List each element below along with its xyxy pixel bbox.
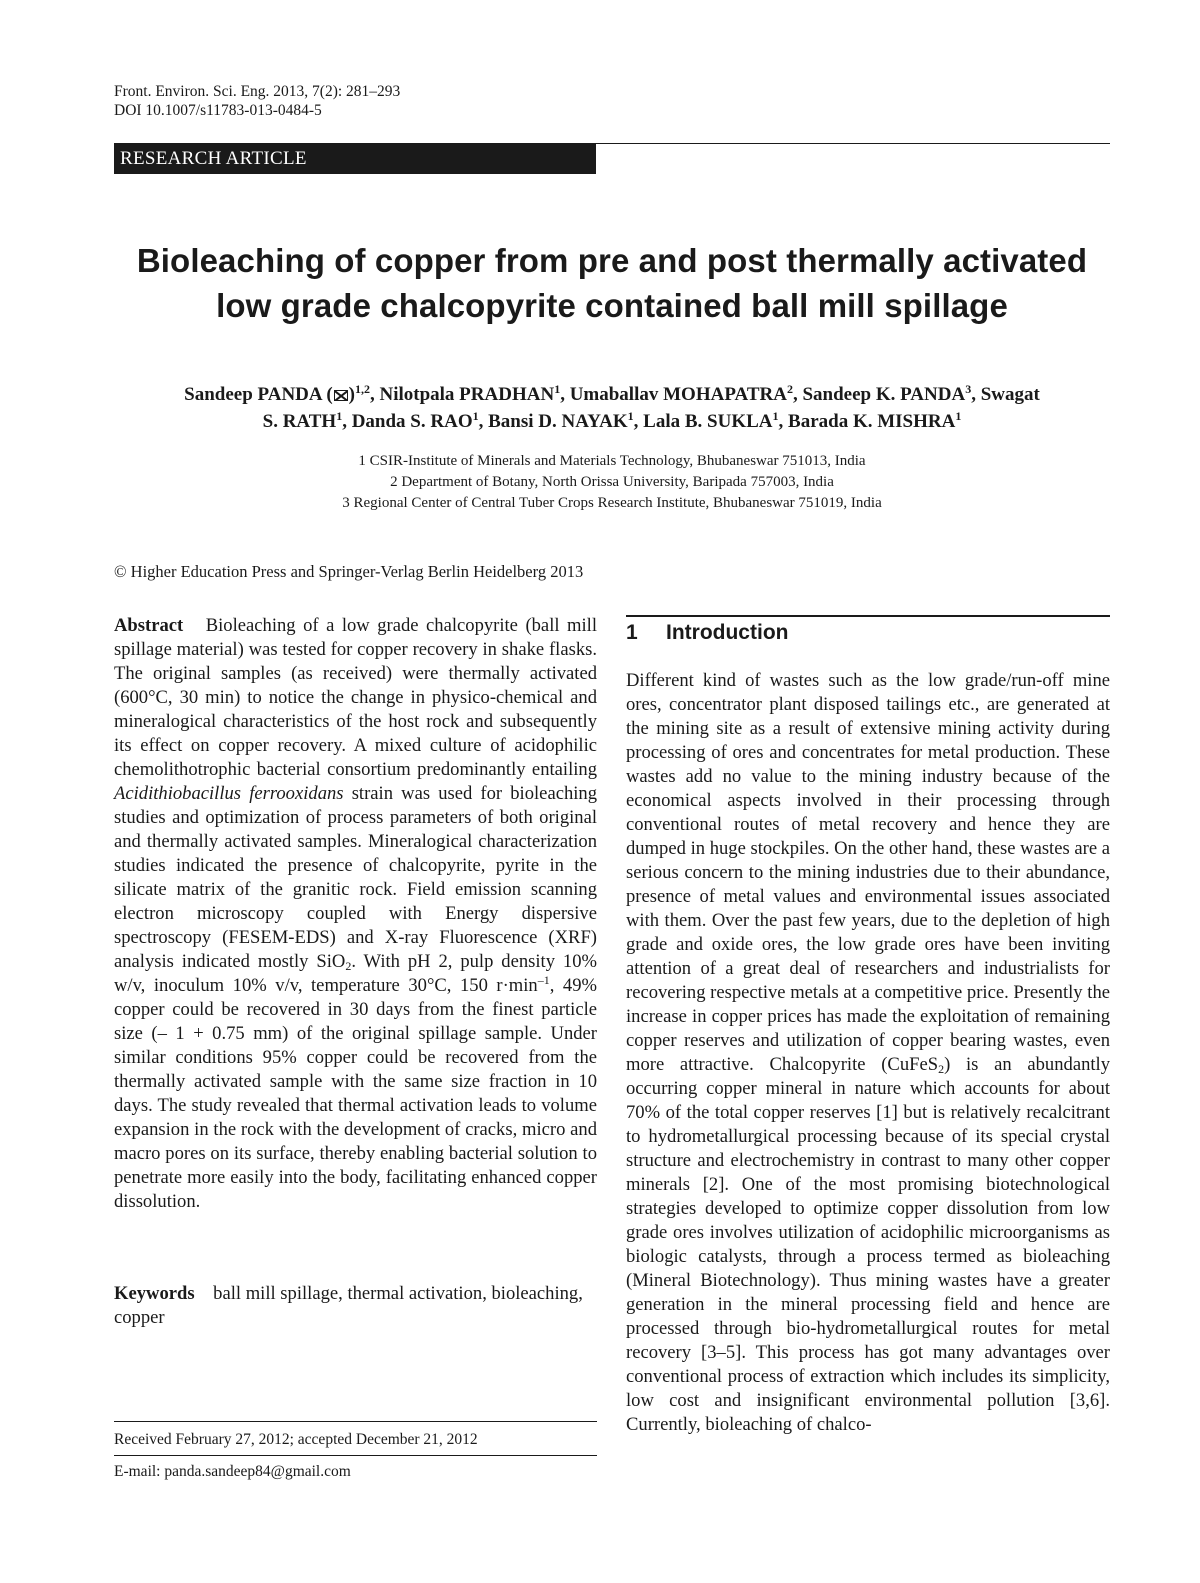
affiliation-3: 3 Regional Center of Central Tuber Crops Research Institute, Bhubaneswar 751019, India bbox=[342, 495, 882, 511]
author-name: Danda S. RAO bbox=[351, 411, 473, 432]
corresponding-email: E-mail: panda.sandeep84@gmail.com bbox=[114, 1463, 351, 1480]
section-number: 1 bbox=[626, 621, 638, 644]
received-date: Received February 27, 2012; accepted December 21, 2012 bbox=[114, 1431, 478, 1448]
author-list bbox=[120, 381, 1104, 435]
author-name: Sandeep K. PANDA bbox=[802, 384, 966, 405]
footnote-rule bbox=[114, 1421, 597, 1422]
keywords-text: ball mill spillage, thermal activation, bioleaching, copper bbox=[114, 1283, 583, 1328]
header-rule bbox=[596, 143, 1110, 144]
author-name: Umaballav MOHAPATRA bbox=[569, 384, 787, 405]
author-name: Sandeep PANDA bbox=[184, 384, 322, 405]
affiliation-2: 2 Department of Botany, North Orissa University, Baripada 757003, India bbox=[390, 474, 834, 490]
author-name: Bansi D. NAYAK bbox=[488, 411, 628, 432]
section-rule bbox=[626, 615, 1110, 617]
keywords bbox=[114, 1282, 597, 1330]
envelope-icon bbox=[334, 390, 348, 401]
section-title: Introduction bbox=[666, 621, 789, 644]
doi-line: DOI 10.1007/s11783-013-0484-5 bbox=[114, 102, 322, 119]
author-line-2: S. RATH$^1$, Danda S. RAO$^1$, Bansi D. NAYAK$^1$, Lala B. SUKLA$^1$, Barada K. MISHRA$^1$ bbox=[262, 409, 962, 432]
author-name: Swagat bbox=[980, 384, 1040, 405]
journal-line: Front. Environ. Sci. Eng. 2013, 7(2): 281–293 bbox=[114, 83, 401, 100]
introduction-body bbox=[626, 669, 1110, 1437]
title-line-1: Bioleaching of copper from pre and post thermally activated bbox=[136, 242, 1088, 279]
paper-title bbox=[90, 238, 1134, 328]
author-line-1: Sandeep PANDA ( )$^{1,2}$, Nilotpala PRADHAN$^1$, Umaballav MOHAPATRA$^2$, Sandeep K. PANDA$^3$, Swagat bbox=[184, 382, 1040, 405]
author-name: Lala B. SUKLA bbox=[643, 411, 773, 432]
keywords-heading: Keywords bbox=[114, 1283, 195, 1304]
affiliations bbox=[200, 451, 1024, 514]
species-name: Acidithiobacillus ferrooxidans bbox=[114, 783, 344, 804]
footnote-divider bbox=[114, 1455, 597, 1456]
title-line-2: low grade chalcopyrite contained ball mill spillage bbox=[216, 287, 1008, 324]
article-type-label: RESEARCH ARTICLE bbox=[120, 148, 307, 169]
affiliation-1: 1 CSIR-Institute of Minerals and Materials Technology, Bhubaneswar 751013, India bbox=[358, 453, 866, 469]
section-heading-introduction bbox=[626, 619, 788, 646]
journal-citation bbox=[114, 82, 400, 120]
author-name: Barada K. MISHRA bbox=[788, 411, 956, 432]
abstract bbox=[114, 614, 597, 1214]
copyright-notice: © Higher Education Press and Springer-Verlag Berlin Heidelberg 2013 bbox=[114, 562, 584, 581]
author-name: S. RATH bbox=[262, 411, 337, 432]
abstract-body: Abstract Bioleaching of a low grade chalcopyrite (ball mill spillage material) was tested for copper recovery in shake flasks. The original samples (as received) were thermally activated (600°C, 30 min) to notice the change in physico-chemical and mineralogical characteristics of the host rock and subsequently its effect on copper recovery. A mixed culture of acidophilic chemolithotrophic bacterial consortium predominantly entailing Acidithiobacillus ferrooxidans strain was used for bioleaching studies and optimization of process parameters of both original and thermally activated samples. Mineralogical characterization studies indicated the presence of chalcopyrite, pyrite in the silicate matrix of the granitic rock. Field emission scanning electron microscopy coupled with Energy dispersive spectroscopy (FESEM-EDS) and X-ray Fluorescence (XRF) analysis indicated mostly SiO$_2$. With pH 2, pulp density 10% w/v, inoculum 10% v/v, temperature 30°C, 150 $r\cdot\min^{-1}$, 49% copper could be recovered in 30 days from the finest particle size (– 1 + 0.75 mm) of the original spillage sample. Under similar conditions 95% copper could be recovered from the thermally activated sample with the same size fraction in 10 days. The study revealed that thermal activation leads to volume expansion in the rock with the development of cracks, micro and macro pores on its surface, thereby enabling bacterial solution to penetrate more easily into the body, facilitating enhanced copper dissolution. bbox=[114, 615, 598, 1212]
introduction-paragraph: Different kind of wastes such as the low grade/run-off mine ores, concentrator plant disposed tailings etc., are generated at the mining site as a result of extensive mining activity during processing of ores and concentrates for metal production. These wastes add no value to the mining industry because of the economical aspects involved in their processing through conventional routes of metal recovery and hence they are dumped in huge stockpiles. On the other hand, these wastes are a serious concern to the mining industries due to their abundance, presence of metal values and environmental issues associated with them. Over the past few years, due to the depletion of high grade and oxide ores, the low grade ores have been inviting attention of a great deal of researchers and industrialists for recovering respective metals at a competitive price. Presently the increase in copper prices has made the exploitation of remaining copper reserves and utilization of copper bearing wastes, even more attractive. Chalcopyrite (CuFeS$_2$) is an abundantly occurring copper mineral in nature which accounts for about 70% of the total copper reserves [1] but is relatively recalcitrant to hydrometallurgical processing because of its special crystal structure and electrochemistry in contrast to many other copper minerals [2]. One of the most promising biotechnological strategies developed to optimize copper dissolution from low grade ores involves utilization of acidophilic microorganisms as biologic catalysts, through a process termed as bioleaching (Mineral Biotechnology). Thus mining wastes have a greater generation in the mineral processing field and hence are processed through bio-hydrometallurgical routes for metal recovery [3–5]. This process has got many advantages over conventional process of extraction which includes its simplicity, low cost and insignificant environmental pollution [3,6]. Currently, bioleaching of chalco- bbox=[626, 670, 1110, 1435]
author-name: Nilotpala PRADHAN bbox=[379, 384, 555, 405]
abstract-heading: Abstract bbox=[114, 615, 184, 636]
